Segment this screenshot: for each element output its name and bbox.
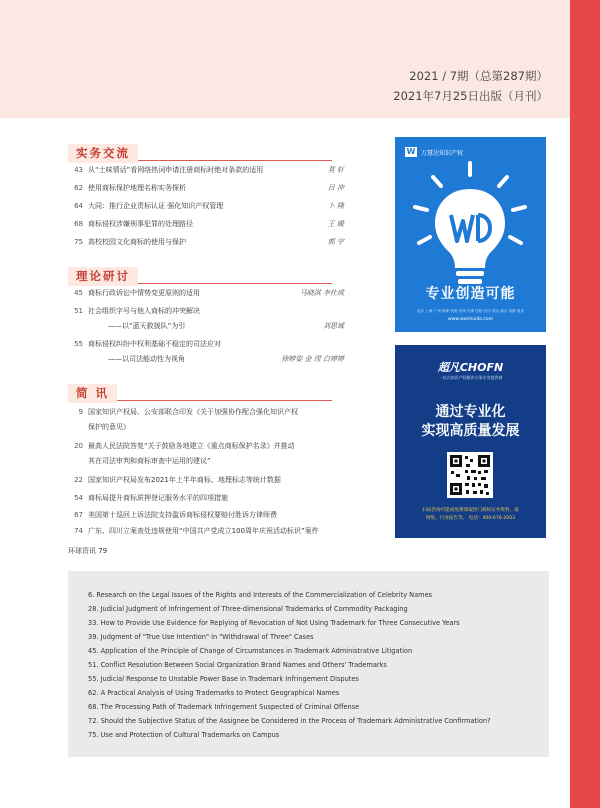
english-toc-item[interactable]: 6. Research on the Legal Issues of the Rights and Interests of the Commercialization of Celebrity Names: [88, 591, 433, 599]
issue-number: 2021 / 7期（总第287期）: [409, 69, 548, 83]
chofn-cta-line-1: 扫码咨询可能或免费领取热门商标实务资料，案: [422, 508, 519, 513]
wanhuida-offices: 北京 上海 广州 深圳 杭州 苏州 天津 沈阳 长沙 武汉 南京 成都 重庆: [416, 309, 525, 313]
chofn-cta-line-2[interactable]: 例集、行业报告等。 电话：400-676-2003: [425, 516, 516, 521]
issue-info: [393, 66, 548, 106]
english-toc-item[interactable]: 39. Judgment of "True Use Intention" in "Withdrawal of Three" Cases: [88, 633, 314, 641]
accent-stripe: [570, 0, 600, 808]
chofn-headline-2: 实现高质量发展: [421, 423, 520, 439]
section-heading-news: 简 讯: [68, 382, 332, 401]
english-toc-item[interactable]: 62. A Practical Analysis of Using Trademarks to Protect Geographical Names: [88, 689, 340, 697]
chofn-tagline: 一站式知识产权解决方案专业提供商: [438, 375, 503, 380]
chofn-headline-1: 通过专业化: [435, 404, 506, 420]
qr-code-icon[interactable]: [447, 452, 493, 498]
english-toc-item[interactable]: 75. Use and Protection of Cultural Trademarks on Campus: [88, 731, 280, 739]
english-toc-item[interactable]: 33. How to Provide Use Evidence for Replying of Revocation of Not Using Trademark for Three Consecutive Years: [88, 619, 460, 627]
logo-mark-icon: W: [406, 147, 416, 156]
section-heading-practice: 实务交流: [68, 142, 332, 161]
wanhuida-slogan: 专业创造可能: [425, 286, 516, 302]
wanhuida-logo: W 万慧达知识产权: [406, 147, 464, 157]
english-contents: [68, 571, 549, 757]
chofn-ad[interactable]: [395, 345, 546, 538]
publish-date: 2021年7月25日出版（月刊）: [393, 89, 548, 103]
wanhuida-ad[interactable]: [395, 137, 546, 332]
english-toc-item[interactable]: 45. Application of the Principle of Change of Circumstances in Trademark Administrative Litigation: [88, 647, 413, 655]
english-toc-item[interactable]: 68. The Processing Path of Trademark Infringement Suspected of Criminal Offense: [88, 703, 360, 711]
chofn-logo: 超凡CHOFN: [437, 361, 504, 374]
wanhuida-website[interactable]: www.wanhuida.com: [448, 317, 493, 322]
english-toc-item[interactable]: 72. Should the Subjective Status of the Assignee be Considered in the Process of Trademark Administrative Confirmation?: [88, 717, 491, 725]
english-toc-item[interactable]: 55. Judicial Response to Unstable Power Base in Trademark Infringement Disputes: [88, 675, 359, 683]
english-toc-item[interactable]: 28. Judicial Judgment of Infringement of Three-dimensional Trademarks of Commodity Packaging: [88, 605, 408, 613]
english-toc-item[interactable]: 51. Conflict Resolution Between Social Organization Brand Names and Others' Trademarks: [88, 661, 387, 669]
section-heading-theory: 理论研讨: [68, 265, 332, 284]
